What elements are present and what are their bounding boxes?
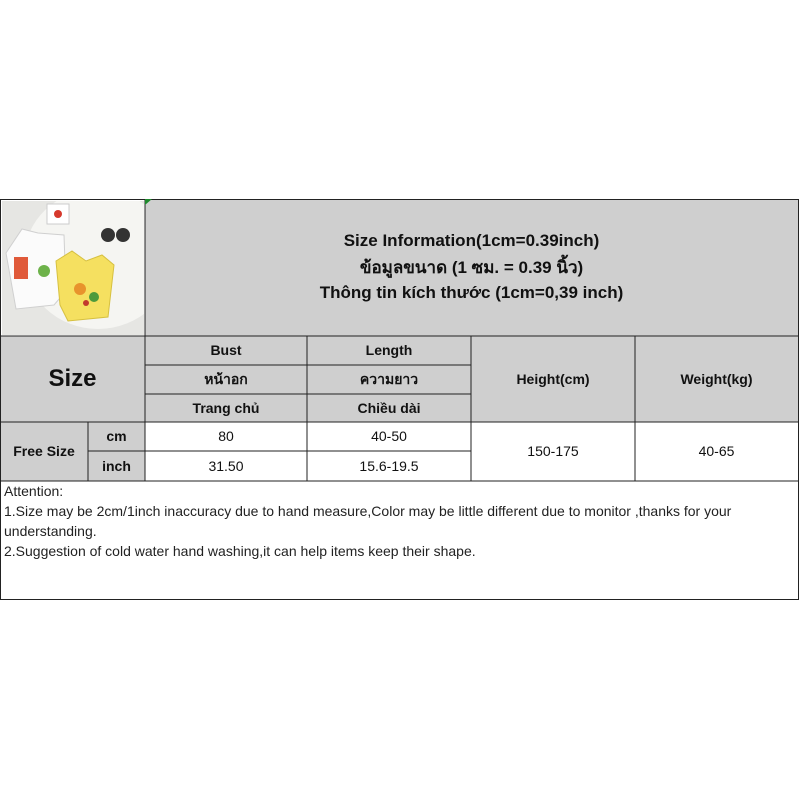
title-th: ข้อมูลขนาด (1 ซม. = 0.39 นิ้ว) bbox=[359, 257, 584, 277]
note-line-2: 2.Suggestion of cold water hand washing,it can help items keep their shape. bbox=[4, 543, 476, 559]
length-heading-en: Length bbox=[365, 342, 413, 359]
free-size-label: Free Size bbox=[13, 443, 75, 460]
size-chart bbox=[0, 199, 799, 600]
bust-heading-th: หน้าอก bbox=[204, 371, 248, 388]
bust-heading-en: Bust bbox=[210, 342, 242, 359]
length-inch-value: 15.6-19.5 bbox=[359, 457, 419, 474]
size-heading: Size bbox=[48, 364, 97, 392]
height-heading: Height(cm) bbox=[516, 370, 590, 387]
unit-cm-label: cm bbox=[106, 428, 127, 445]
unit-inch-label: inch bbox=[102, 457, 131, 474]
weight-value: 40-65 bbox=[698, 443, 735, 460]
length-heading-vi: Chiều dài bbox=[357, 399, 421, 416]
product-photo bbox=[2, 201, 144, 335]
bust-cm-value: 80 bbox=[218, 428, 234, 445]
length-heading-th: ความยาว bbox=[359, 371, 419, 388]
bust-heading-vi: Trang chủ bbox=[192, 399, 260, 416]
note-line-1: 1.Size may be 2cm/1inch inaccuracy due to hand measure,Color may be little different due to monitor ,thanks for your understanding. bbox=[4, 503, 732, 539]
title-en: Size Information(1cm=0.39inch) bbox=[343, 230, 600, 250]
attention-notes bbox=[4, 481, 796, 561]
attention-label: Attention: bbox=[4, 483, 64, 499]
title-vi: Thông tin kích thước (1cm=0,39 inch) bbox=[319, 282, 624, 302]
bust-inch-value: 31.50 bbox=[208, 457, 244, 474]
weight-heading: Weight(kg) bbox=[680, 370, 753, 387]
height-value: 150-175 bbox=[527, 443, 579, 460]
length-cm-value: 40-50 bbox=[371, 428, 407, 445]
